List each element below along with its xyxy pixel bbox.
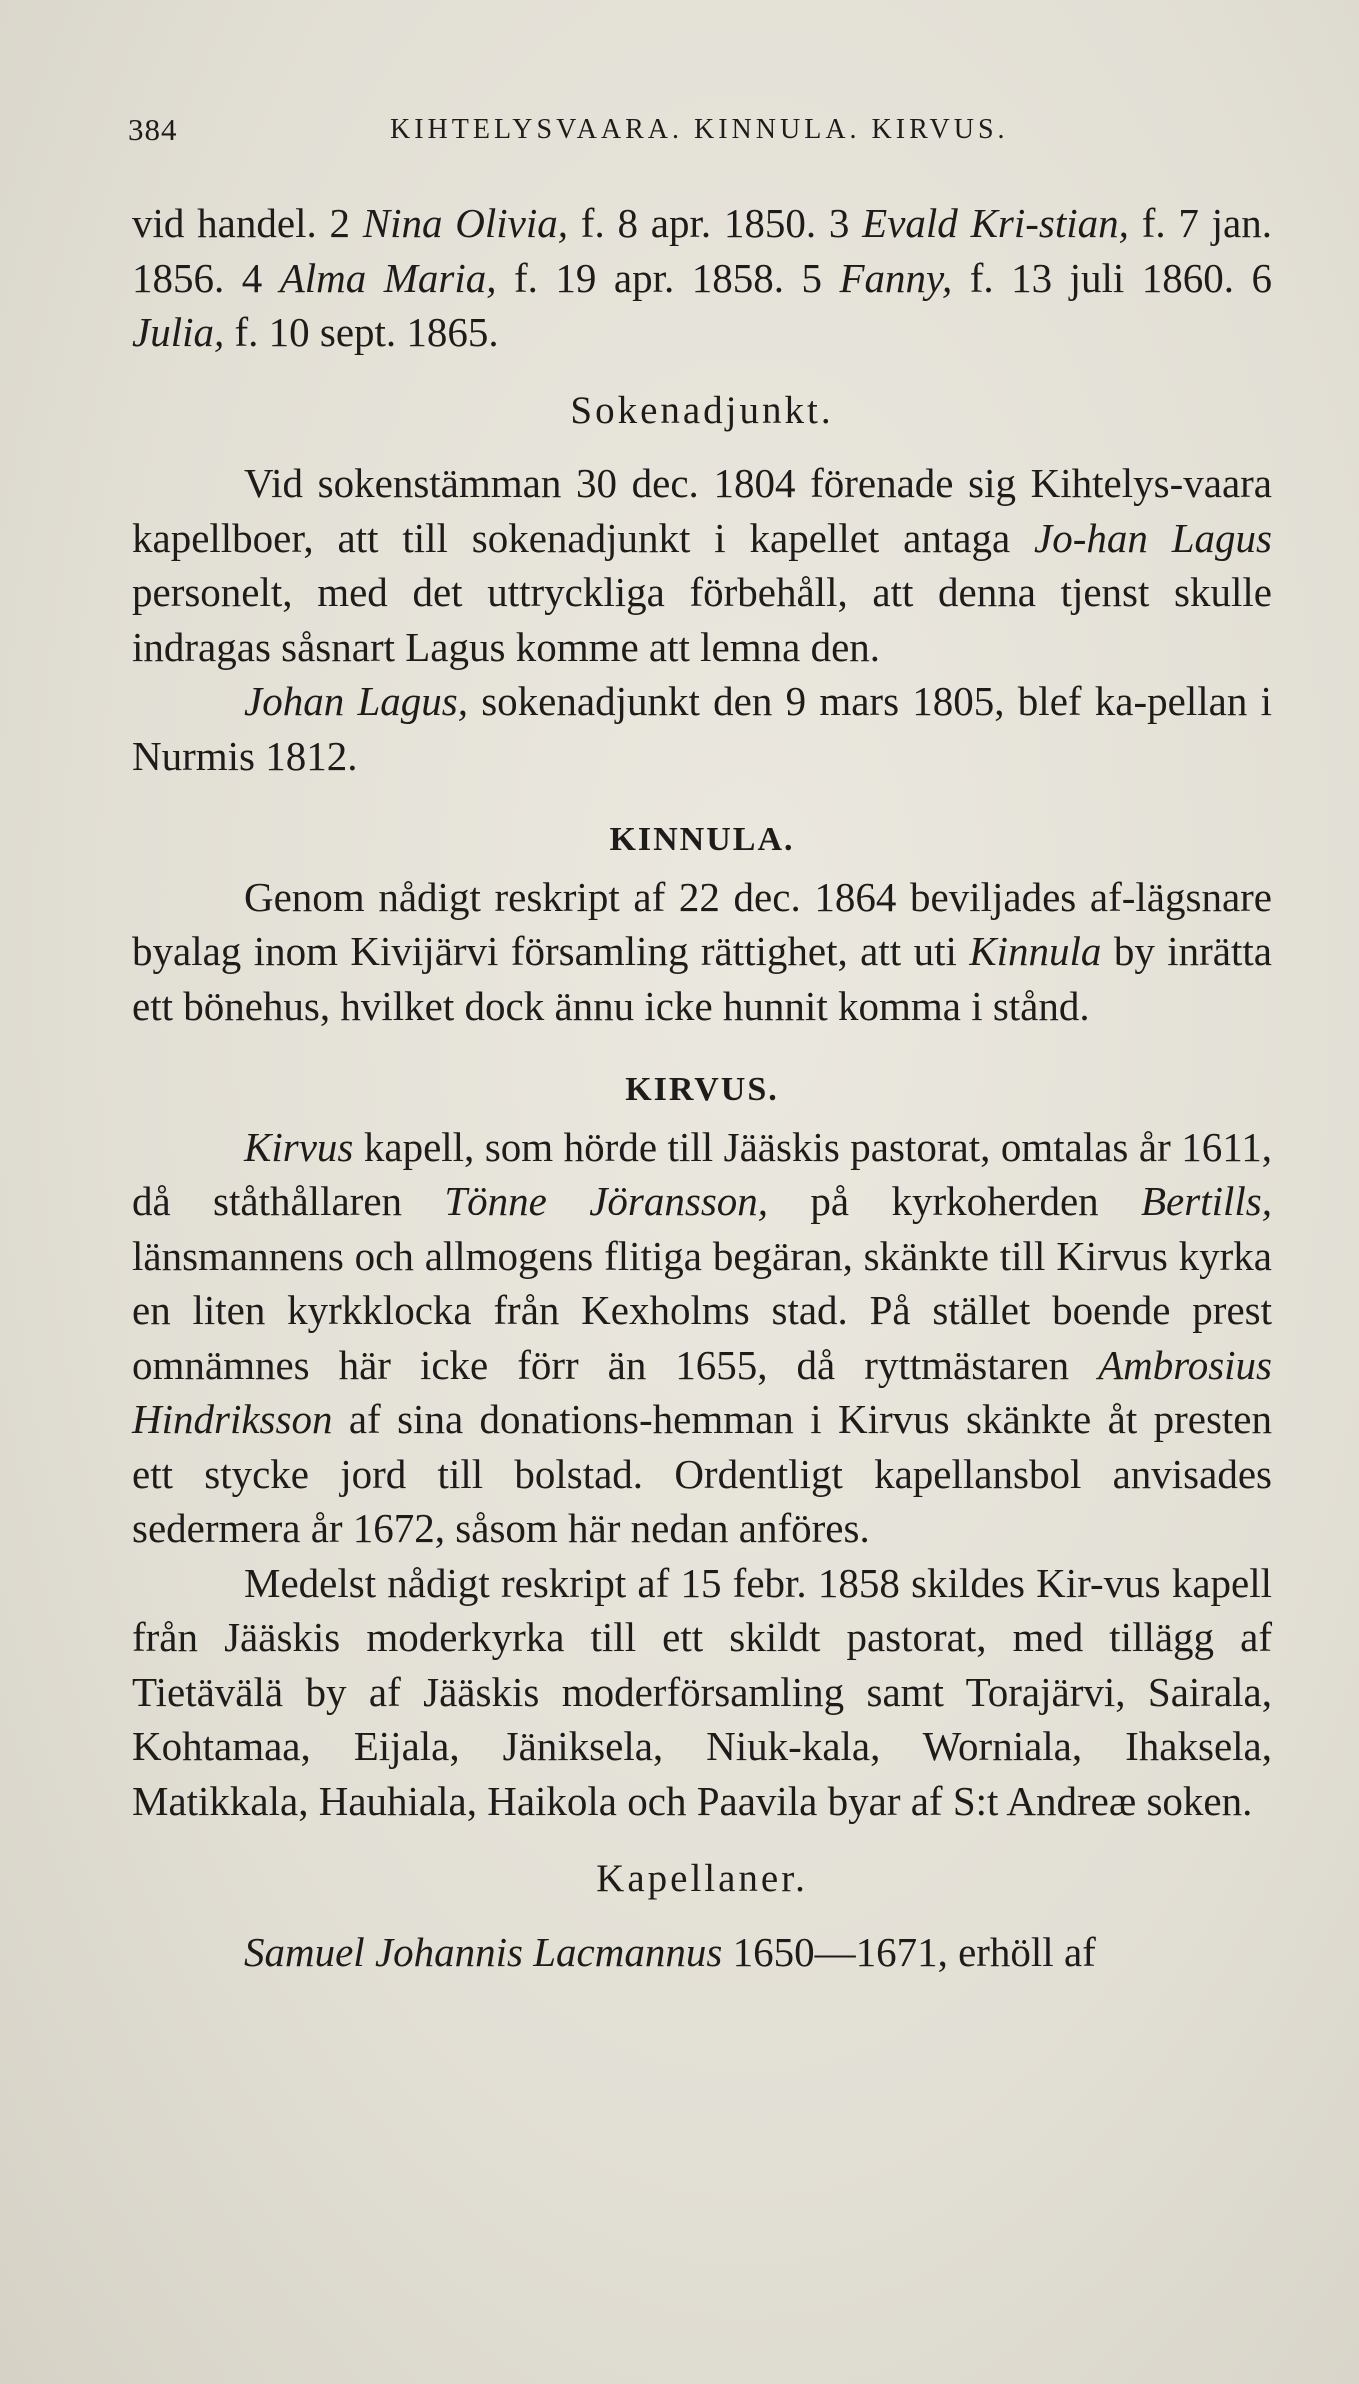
text-run: kapell, som hörde till Jääskis pastorat, omtalas år 1611, då ståthållaren <box>132 1123 1272 1224</box>
paragraph-johan-lagus <box>132 674 1272 783</box>
text-run: Medelst nådigt reskript af 15 febr. 1858 skildes Kir-vus kapell från Jääskis moderkyrka till ett skildt pastorat, med tillägg af Tietävälä by af Jääskis moderförsamling samt Torajärvi, Sairala, Kohtamaa, Eijala, Jäniksela, Niuk-kala, Worniala, Ihaksela, Matikkala, Hauhiala, Haikola och Paavila byar af S:t Andreæ soken. <box>132 1559 1272 1824</box>
person-name: Nina Olivia, <box>362 200 569 246</box>
person-name: Bertills, <box>1141 1178 1272 1224</box>
person-name: Julia, <box>132 309 225 355</box>
paragraph-kinnula <box>132 870 1272 1034</box>
running-title: KIHTELYSVAARA. KINNULA. KIRVUS. <box>390 114 1009 145</box>
paragraph-children <box>132 196 1272 360</box>
text-run: f. 8 apr. 1850. 3 <box>568 200 863 246</box>
heading-kirvus: KIRVUS. <box>625 1071 779 1108</box>
paragraph-kirvus-pastorat <box>132 1556 1272 1829</box>
paragraph-sokenadjunkt <box>132 456 1272 674</box>
person-name: Ambrosius Hindriksson <box>132 1341 1272 1442</box>
text-run: Vid sokenstämman 30 dec. 1804 förenade sig Kihtelys-vaara kapellboer, att till sokenadjunkt i kapellet antaga <box>132 460 1272 561</box>
text-run: f. 7 jan. 1856. 4 <box>132 200 1272 301</box>
heading-kapellaner: Kapellaner. <box>596 1857 808 1900</box>
place-name: Kirvus <box>244 1123 354 1170</box>
text-run: by inrätta ett bönehus, hvilket dock ännu icke hunnit komma i stånd. <box>132 928 1272 1029</box>
text-run: f. 13 juli 1860. 6 <box>952 254 1273 301</box>
person-name: Fanny, <box>839 254 953 301</box>
text-run: personelt, med det uttryckliga förbehåll, att denna tjenst skulle indragas såsnart Lagus komme att lemna den. <box>132 569 1272 670</box>
text-run: Genom nådigt reskript af 22 dec. 1864 beviljades af-lägsnare byalag inom Kivijärvi församling rättighet, att uti <box>132 873 1272 974</box>
paragraph-kirvus-history <box>132 1120 1272 1556</box>
person-name: Samuel Johannis Lacmannus <box>244 1928 723 1975</box>
text-run: 1650—1671, erhöll af <box>722 1928 1096 1975</box>
paragraph-kapellaner <box>132 1925 1272 1980</box>
person-name: Jo-han Lagus <box>1034 514 1272 561</box>
person-name: Johan Lagus, <box>244 678 468 724</box>
text-run: på kyrkoherden <box>768 1178 1142 1224</box>
page-header <box>128 108 1268 158</box>
heading-kinnula: KINNULA. <box>609 821 795 858</box>
person-name: Alma Maria, <box>279 254 497 301</box>
body-text <box>132 196 1272 1979</box>
person-name: Tönne Jöransson, <box>444 1178 769 1224</box>
text-run: f. 10 sept. 1865. <box>224 309 499 355</box>
text-run: sokenadjunkt den 9 mars 1805, blef ka-pellan i Nurmis 1812. <box>132 678 1272 779</box>
heading-sokenadjunkt: Sokenadjunkt. <box>570 388 834 432</box>
text-run: af sina donations-hemman i Kirvus skänkte åt presten ett stycke jord till bolstad. Ordentligt kapellansbol anvisades sedermera år 1672, såsom här nedan anföres. <box>132 1396 1272 1551</box>
text-run: f. 19 apr. 1858. 5 <box>496 254 840 301</box>
place-name: Kinnula <box>969 928 1102 974</box>
person-name: Evald Kri-stian, <box>862 200 1129 246</box>
text-run: länsmannens och allmogens flitiga begäran, skänkte till Kirvus kyrka en liten kyrkklocka från Kexholms stad. På stället boende prest omnämnes här icke förr än 1655, då ryttmästaren <box>132 1232 1272 1388</box>
page-number: 384 <box>128 112 178 147</box>
text-run: vid handel. 2 <box>132 200 363 246</box>
